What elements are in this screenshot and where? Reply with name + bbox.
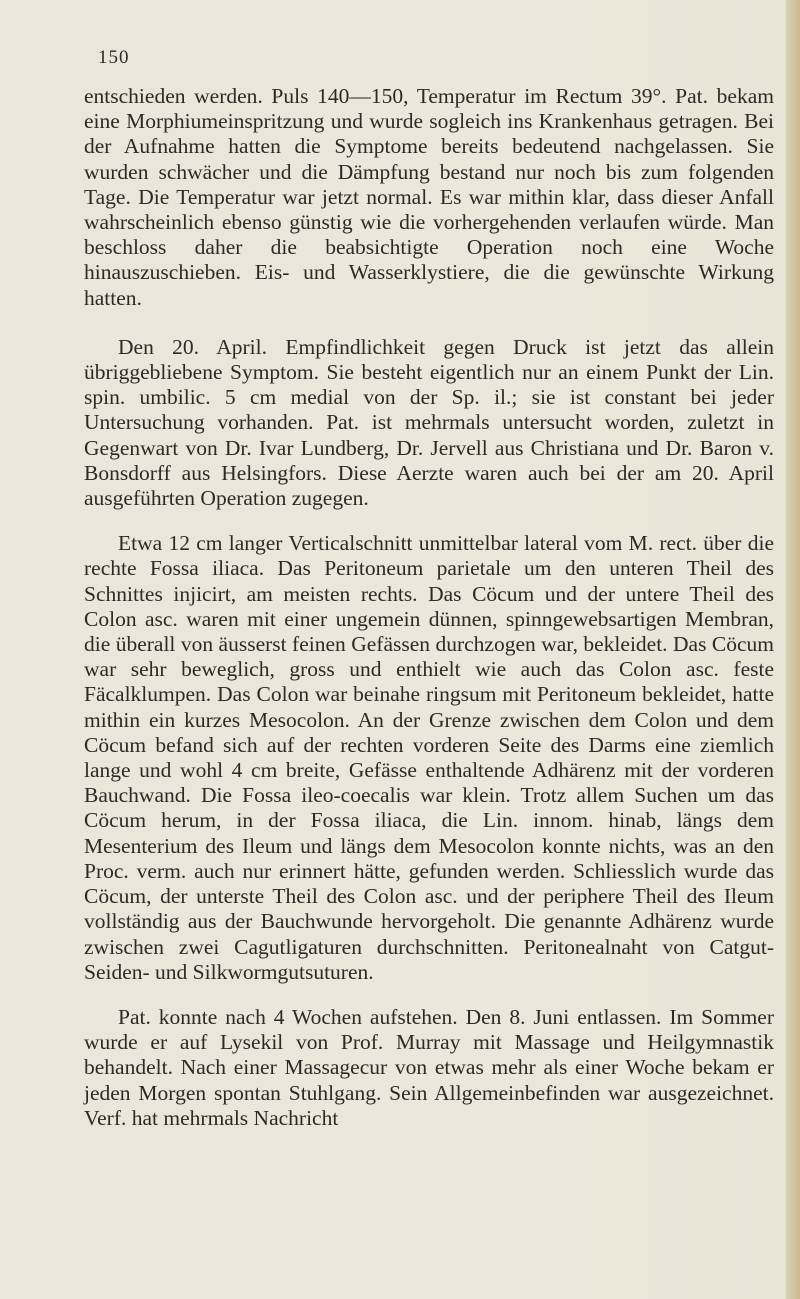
page-number: 150 bbox=[98, 47, 130, 68]
paragraph-recovery: Pat. konnte nach 4 Wochen aufstehen. Den 8. Juni entlassen. Im Sommer wurde er auf Lysekil von Prof. Murray mit Massage und Heilgymnastik behandelt. Nach einer Massagecur von etwas mehr als einer Woche bekam er jeden Morgen spontan Stuhlgang. Sein Allgemeinbefinden war ausgezeichnet. Verf. hat mehrmals Nachricht bbox=[84, 1004, 774, 1130]
paragraph-continuation: entschieden werden. Puls 140—150, Temperatur im Rectum 39°. Pat. bekam eine Morphiumeinspritzung und wurde sogleich ins Krankenhaus getragen. Bei der Aufnahme hatten die Symptome bereits bedeutend nachgelassen. Sie wurden schwächer und die Dämpfung bestand nur noch bis zum folgenden Tage. Die Temperatur war jetzt normal. Es war mithin klar, dass dieser Anfall wahrscheinlich ebenso günstig wie die vorhergehenden verlaufen würde. Man beschloss daher die beabsichtigte Operation noch eine Woche hinauszuschieben. Eis- und Wasserklystiere, die die gewünschte Wirkung hatten. bbox=[84, 84, 774, 310]
page-edge bbox=[786, 0, 800, 1299]
paragraph-april-20: Den 20. April. Empfindlichkeit gegen Druck ist jetzt das allein übriggebliebene Symptom. Sie besteht eigentlich nur an einem Punkt der Lin. spin. umbilic. 5 cm medial von der Sp. il.; sie ist constant bei jeder Untersuchung vorhanden. Pat. ist mehrmals untersucht worden, zuletzt in Gegenwart von Dr. Ivar Lundberg, Dr. Jervell aus Christiana und Dr. Baron v. Bonsdorff aus Helsingfors. Diese Aerzte waren auch bei der am 20. April ausgeführten Operation zugegen. bbox=[84, 334, 774, 511]
paragraph-operation: Etwa 12 cm langer Verticalschnitt unmittelbar lateral vom M. rect. über die rechte Fossa iliaca. Das Peritoneum parietale um den unteren Theil des Schnittes injicirt, am meisten rechts. Das Cöcum und der untere Theil des Colon asc. waren mit einer ungemein dünnen, spinngewebsartigen Membran, die überall von äusserst feinen Gefässen durchzogen war, bekleidet. Das Cöcum war sehr beweglich, gross und enthielt wie auch das Colon asc. feste Fäcalklumpen. Das Colon war beinahe ringsum mit Peritoneum bekleidet, hatte mithin ein kurzes Mesocolon. An der Grenze zwischen dem Colon und dem Cöcum befand sich auf der rechten vorderen Seite des Darms eine ziemlich lange und wohl 4 cm breite, Gefässe enthaltende Adhärenz mit der vorderen Bauchwand. Die Fossa ileo-coecalis war klein. Trotz allem Suchen um das Cöcum herum, in der Fossa iliaca, die Lin. innom. hinab, längs dem Mesenterium des Ileum und längs dem Mesocolon konnte nichts, was an den Proc. verm. auch nur erinnert hätte, gefunden werden. Schliesslich wurde das Cöcum, der unterste Theil des Colon asc. und der periphere Theil des Ileum vollständig aus der Bauchwunde hervorgeholt. Die genannte Adhärenz wurde zwischen zwei Cagutligaturen durchschnitten. Peritonealnaht von Catgut- Seiden- und Silkwormgutsuturen. bbox=[84, 531, 774, 984]
body-text bbox=[84, 84, 774, 1131]
